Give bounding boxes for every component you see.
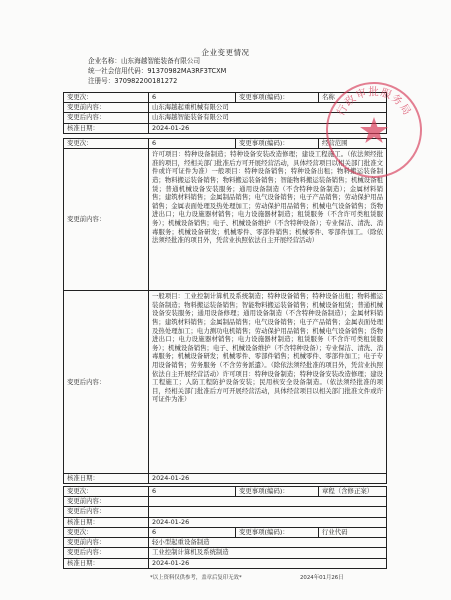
- approve-date-label: 核准日期：: [64, 558, 149, 568]
- footer-date: 2024年01月26日: [300, 575, 344, 581]
- before-value: 山东海越起重机械有限公司: [149, 103, 387, 113]
- after-label: 变更后内容：: [64, 113, 149, 123]
- reg-no-label: 注册号：: [88, 77, 115, 85]
- svg-text:行政审批服务局: 行政审批服务局: [334, 85, 414, 118]
- before-value: [149, 497, 387, 507]
- change-item-value: 名称: [319, 93, 387, 103]
- footer-note: *以上资料仅供参考，盖章后复印无效*: [150, 575, 242, 581]
- before-value: 轻小型起重设备制造: [149, 538, 387, 548]
- change-item-value: 行业代码: [319, 528, 387, 538]
- change-item-label: 变更事项(编码)：: [236, 139, 319, 149]
- change-item-value: 经营范围: [319, 139, 387, 149]
- credit-code-label: 统一社会信用代码：: [88, 67, 148, 75]
- company-name-label: 企业名称：: [88, 57, 121, 65]
- credit-code-line: [88, 66, 226, 76]
- after-value: 工业控制计算机及系统制造: [149, 548, 387, 558]
- change-no-value: 6: [149, 93, 236, 103]
- approve-date-label: 核准日期：: [64, 474, 149, 484]
- after-value: 一般项目：工业控制计算机及系统制造；特种设备销售；特种设备出租；物料搬运装备制造；物料搬运装备销售；智能物料搬运装备销售；机械设备租赁；普通机械设备安装服务；通用设备修理；通用设备制造（不含特种设备制造）；金属材料销售；建筑材料销售；金属制品销售；电气设备销售；电子产品销售；金属表面处理及热处理加工；电力测功电机销售；劳动保护用品销售；机械电气设备销售；货物进出口；电力设施器材销售；电力设施器材制造；租赁服务（不含许可类租赁服务）；机械设备销售；电子、机械设备维护（不含特种设备）；专业保洁、清洗、消毒服务；机械设备研发；机械零件、零部件销售；机械零件、零部件加工；电子专用设备销售；劳务服务（不含劳务派遣）。（除依法须经批准的项目外，凭营业执照依法自主开展经营活动）许可项目：特种设备制造；特种设备安装改造修理；建设工程施工；人防工程防护设备安装；民用核安全设备制造。（依法须经批准的项目，经相关部门批准后方可开展经营活动，具体经营项目以相关部门批准文件或许可证件为准）: [149, 291, 387, 474]
- change-no-value: 6: [149, 528, 236, 538]
- after-label: 变更后内容：: [64, 548, 149, 558]
- change-item-value: 章程（含修正案）: [319, 487, 387, 497]
- company-name-line: [88, 56, 200, 66]
- approve-date-value: 2024-01-26: [149, 558, 387, 568]
- after-value: 山东海越智能装备有限公司: [149, 113, 387, 123]
- before-label: 变更前内容：: [64, 103, 149, 113]
- change-record-4: [63, 527, 387, 569]
- approve-date-value: 2024-01-26: [149, 474, 387, 484]
- after-label: 变更后内容：: [64, 507, 149, 517]
- change-item-label: 变更事项(编码)：: [236, 93, 319, 103]
- change-item-label: 变更事项(编码)：: [236, 528, 319, 538]
- change-no-value: 6: [149, 139, 236, 149]
- document-title: 企业变更情况: [201, 48, 250, 57]
- change-no-label: 变更次：: [64, 139, 149, 149]
- change-no-label: 变更次：: [64, 528, 149, 538]
- seal-graphic: [328, 84, 420, 176]
- after-label: 变更后内容：: [64, 291, 149, 474]
- after-value: [149, 507, 387, 517]
- before-label: 变更前内容：: [64, 497, 149, 507]
- change-no-value: 6: [149, 487, 236, 497]
- credit-code-value: 91370982MA3RF3TCXM: [147, 67, 227, 75]
- approve-date-value: 2024-01-26: [149, 123, 387, 133]
- change-record-3: [63, 486, 387, 528]
- change-record-2: [63, 138, 387, 484]
- change-no-label: 变更次：: [64, 93, 149, 103]
- reg-no-value: 370982200181272: [114, 77, 178, 85]
- company-name-value: 山东海越智能装备有限公司: [120, 57, 201, 65]
- change-item-label: 变更事项(编码)：: [236, 487, 319, 497]
- before-label: 变更前内容：: [64, 538, 149, 548]
- reg-no-line: [88, 76, 177, 86]
- approve-date-value: 2024-01-26: [149, 517, 387, 527]
- before-value: 许可项目：特种设备制造；特种设备安装改造修理；建设工程施工。（依法须经批准的项目，经相关部门批准后方可开展经营活动，具体经营项目以相关部门批准文件或许可证件为准）一般项目：特种设备销售；特种设备出租；物料搬运装备制造；物料搬运装备销售；物料搬运装备销售；智能物料搬运装备销售；机械设备租赁；普通机械设备安装服务；通用设备制造（不含特种设备制造）；金属材料销售；建筑材料销售；金属制品销售；电气设备销售；电子产品销售；劳动保护用品销售；金属表面处理及热处理加工；劳动保护用品销售；机械电气设备销售；货物进出口；电力设施器材销售；电力设施器材制造；租赁服务（不含许可类租赁服务）；机械设备销售；电子、机械设备维护（不含特种设备）；专业保洁、清洗、消毒服务；机械设备研发；机械零件、零部件销售；机械零件、零部件加工。（除依法须经批准的项目外，凭营业执照依法自主开展经营活动）: [149, 149, 387, 291]
- change-no-label: 变更次：: [64, 487, 149, 497]
- approve-date-label: 核准日期：: [64, 517, 149, 527]
- official-seal: [326, 82, 422, 178]
- before-label: 变更前内容：: [64, 149, 149, 291]
- approve-date-label: 核准日期：: [64, 123, 149, 133]
